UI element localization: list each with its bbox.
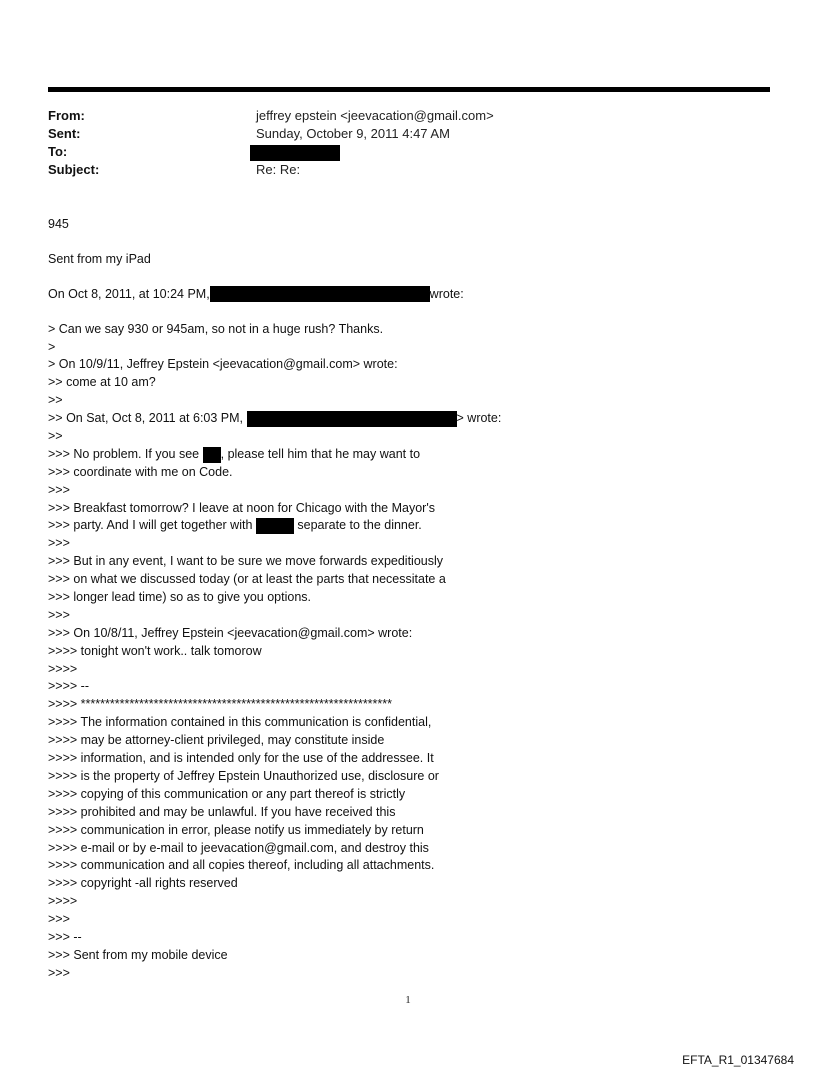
body-line: >>>> (48, 894, 78, 909)
to-label: To: (48, 144, 68, 159)
body-line: >> come at 10 am? (48, 375, 156, 390)
body-line: Sent from my iPad (48, 251, 151, 266)
body-text: On Oct 8, 2011, at 10:24 PM, (48, 286, 210, 301)
body-line: >>> Sent from my mobile device (48, 947, 228, 962)
redaction-block (247, 411, 457, 427)
subject-value: Re: Re: (256, 162, 301, 177)
to-redaction (250, 145, 340, 161)
body-line: >>>> e-mail or by e-mail to jeevacation@gmail.com, and destroy this (48, 840, 429, 855)
body-line: > On 10/9/11, Jeffrey Epstein <jeevacation@gmail.com> wrote: (48, 357, 398, 372)
email-body (48, 216, 768, 983)
body-line (48, 517, 768, 535)
body-line: >>>> information, and is intended only for the use of the addressee. It (48, 751, 434, 766)
sent-value: Sunday, October 9, 2011 4:47 AM (256, 126, 450, 141)
body-line: >>> Breakfast tomorrow? I leave at noon for Chicago with the Mayor's (48, 500, 435, 515)
body-line: >>>> (48, 661, 78, 676)
from-row (48, 107, 768, 125)
body-line: > Can we say 930 or 945am, so not in a huge rush? Thanks. (48, 321, 384, 336)
body-line: >>> (48, 912, 70, 927)
body-line: >>>> prohibited and may be unlawful. If you have received this (48, 804, 396, 819)
body-text: wrote: (429, 286, 464, 301)
body-line: >>>> **************************************************************** (48, 697, 393, 712)
redaction-block (256, 518, 294, 534)
from-label: From: (48, 108, 85, 123)
sent-label: Sent: (48, 126, 81, 141)
body-text: >> On Sat, Oct 8, 2011 at 6:03 PM, (48, 411, 244, 426)
body-line: >>> But in any event, I want to be sure we move forwards expeditiously (48, 554, 444, 569)
body-line: >>>> copying of this communication or any part thereof is strictly (48, 786, 406, 801)
body-line: >> (48, 393, 63, 408)
body-line: >>> (48, 482, 70, 497)
body-line: >>>> copyright -all rights reserved (48, 876, 238, 891)
subject-label: Subject: (48, 162, 100, 177)
body-line: >>> -- (48, 929, 82, 944)
body-text: , please tell him that he may want to (220, 446, 421, 461)
body-line: >>> on what we discussed today (or at least the parts that necessitate a (48, 572, 446, 587)
body-line: >>>> The information contained in this communication is confidential, (48, 715, 432, 730)
body-line: >>>> communication and all copies thereof, including all attachments. (48, 858, 435, 873)
from-value: jeffrey epstein <jeevacation@gmail.com> (256, 108, 494, 123)
body-line: >>>> tonight won't work.. talk tomorow (48, 643, 262, 658)
email-header (48, 107, 768, 179)
bates-number: EFTA_R1_01347684 (682, 1053, 794, 1067)
body-line: >> (48, 429, 63, 444)
to-row (48, 143, 768, 161)
redaction-block (203, 447, 221, 463)
redaction-block (210, 286, 430, 302)
body-text: > wrote: (456, 411, 502, 426)
body-line: >>>> -- (48, 679, 89, 694)
body-text: >>> No problem. If you see (48, 446, 200, 461)
body-line (48, 286, 768, 304)
body-line (48, 410, 768, 428)
body-line: >>> longer lead time) so as to give you options. (48, 590, 312, 605)
body-text: separate to the dinner. (297, 518, 422, 533)
sent-row (48, 125, 768, 143)
body-line: >>> (48, 536, 70, 551)
body-line: >>> (48, 965, 70, 980)
body-text: >>> party. And I will get together with (48, 518, 253, 533)
body-line: >>> On 10/8/11, Jeffrey Epstein <jeevacation@gmail.com> wrote: (48, 625, 413, 640)
body-line: 945 (48, 217, 69, 231)
body-line: >>> (48, 607, 70, 622)
body-line: >>>> communication in error, please notify us immediately by return (48, 822, 424, 837)
body-line: >>>> may be attorney-client privileged, may constitute inside (48, 733, 385, 748)
body-line (48, 446, 768, 464)
header-rule (48, 87, 770, 92)
subject-row (48, 161, 768, 179)
page-number: 1 (405, 994, 411, 1006)
body-line: > (48, 339, 56, 354)
body-line: >>> coordinate with me on Code. (48, 464, 233, 479)
body-line: >>>> is the property of Jeffrey Epstein Unauthorized use, disclosure or (48, 768, 439, 783)
